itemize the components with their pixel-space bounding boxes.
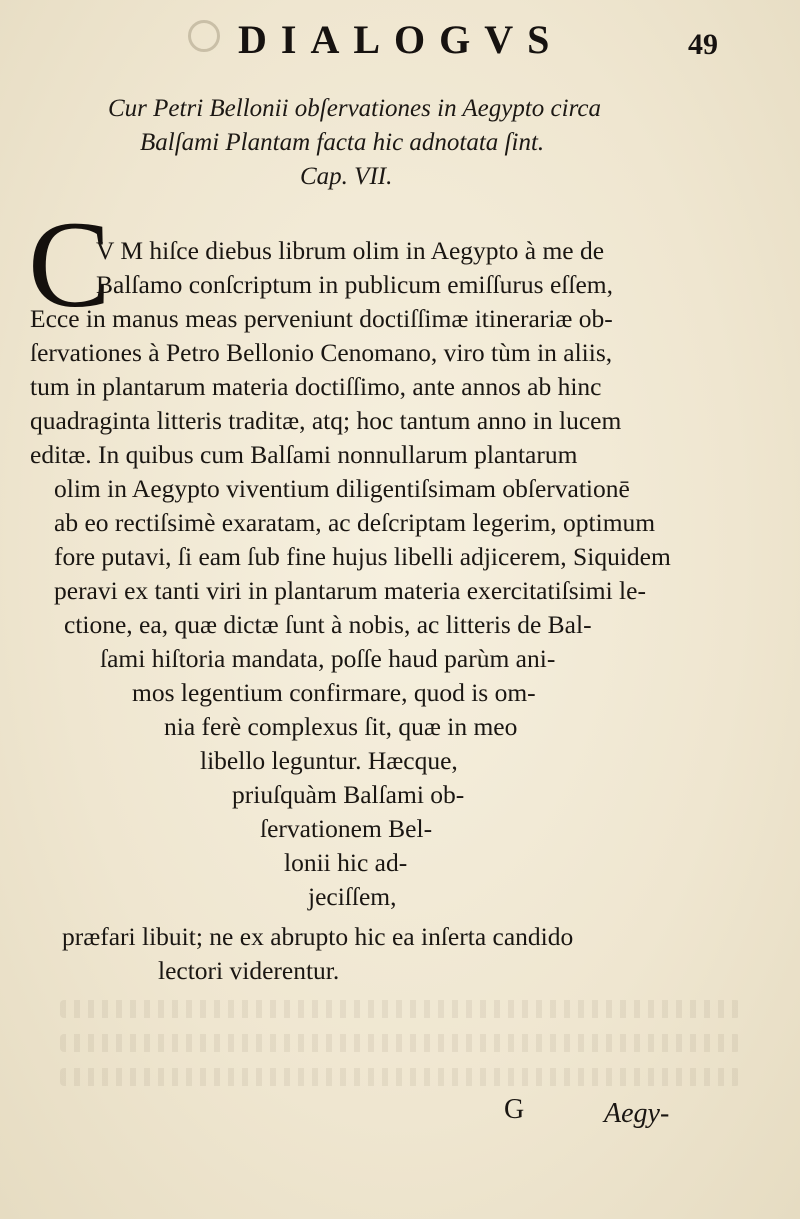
bleed-through-mark [60, 1034, 740, 1052]
chapter-heading-line: Cur Petri Bellonii obſervationes in Aegypto circa [108, 95, 601, 122]
text-line: libello leguntur. Hæcque, [200, 746, 458, 775]
text-line: editæ. In quibus cum Balſami nonnullarum plantarum [30, 440, 578, 469]
chapter-number: Cap. VII. [300, 163, 393, 190]
ornament-icon [188, 20, 220, 52]
text-line: quadraginta litteris traditæ, atq; hoc tantum anno in lucem [30, 406, 622, 435]
text-line: nia ferè complexus ſit, quæ in meo [164, 712, 518, 741]
text-line: V M hiſce diebus librum olim in Aegypto à me de [96, 236, 605, 265]
text-line: mos legentium confirmare, quod is om- [132, 678, 536, 707]
text-line: tum in plantarum materia doctiſſimo, ante annos ab hinc [30, 372, 602, 401]
text-line: lonii hic ad- [284, 848, 408, 877]
page-number: 49 [688, 28, 718, 61]
text-line: ſami hiſtoria mandata, poſſe haud parùm ani- [100, 644, 556, 673]
text-line: lectori viderentur. [158, 956, 340, 985]
text-line: peravi ex tanti viri in plantarum materia exercitatiſsimi le- [54, 576, 646, 605]
bleed-through-mark [60, 1000, 740, 1018]
text-line: ſervationem Bel- [260, 814, 433, 843]
text-line: priuſquàm Balſami ob- [232, 780, 465, 809]
catchword: Aegy- [604, 1098, 670, 1129]
chapter-heading-line: Balſami Plantam facta hic adnotata ſint. [140, 129, 545, 156]
running-header [0, 12, 800, 72]
text-line: ſervationes à Petro Bellonio Cenomano, viro tùm in aliis, [30, 338, 613, 367]
signature-mark: G [504, 1094, 525, 1125]
text-line: jeciſſem, [308, 882, 397, 911]
text-line: ctione, ea, quæ dictæ ſunt à nobis, ac litteris de Bal- [64, 610, 592, 639]
text-line: fore putavi, ſi eam ſub fine hujus libelli adjicerem, Siquidem [54, 542, 671, 571]
text-line: Ecce in manus meas perveniunt doctiſſimæ itinerariæ ob- [30, 304, 613, 333]
running-title: DIALOGVS [238, 17, 564, 62]
text-line: ab eo rectiſsimè exaratam, ac deſcriptam legerim, optimum [54, 508, 656, 537]
text-line: olim in Aegypto viventium diligentiſsimam obſervationē [54, 474, 630, 503]
text-line: præfari libuit; ne ex abrupto hic ea inſerta candido [62, 922, 574, 951]
bleed-through-mark [60, 1068, 740, 1086]
drop-cap: C [28, 196, 111, 333]
text-line: Balſamo conſcriptum in publicum emiſſurus eſſem, [96, 270, 613, 299]
